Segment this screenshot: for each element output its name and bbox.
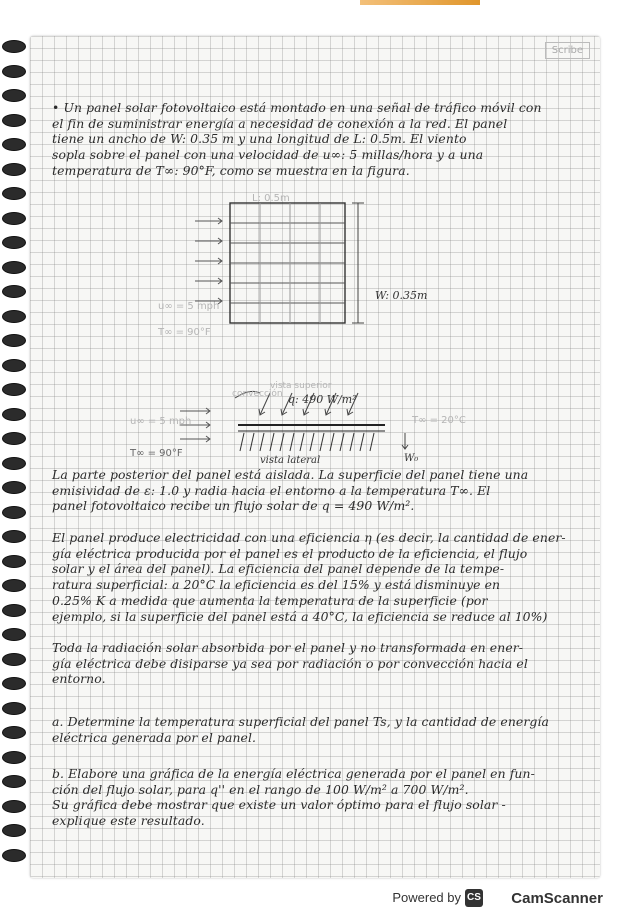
camscanner-brand: CamScanner bbox=[511, 890, 603, 907]
spiral-ring bbox=[2, 138, 26, 151]
label-wind-speed-top: u∞ = 5 mph bbox=[158, 301, 220, 312]
text-line: ción del flujo solar, para q'' en el rango de 100 W/m² a 700 W/m². bbox=[52, 781, 469, 797]
spiral-ring bbox=[2, 628, 26, 641]
spiral-ring bbox=[2, 457, 26, 470]
page-stamp: Scribe bbox=[545, 42, 590, 59]
text-line: explique este resultado. bbox=[52, 813, 205, 829]
text-line: panel fotovoltaico recibe un flujo solar de q = 490 W/m². bbox=[52, 498, 415, 514]
panel-cells bbox=[230, 203, 345, 323]
text-line: • Un panel solar fotovoltaico está montado en una señal de tráfico móvil con bbox=[52, 100, 542, 115]
spiral-ring bbox=[2, 481, 26, 494]
spiral-ring bbox=[2, 334, 26, 347]
w0-arrow bbox=[402, 433, 408, 449]
spiral-ring bbox=[2, 285, 26, 298]
pencil-edge bbox=[360, 0, 480, 5]
label-environment-temp: T∞ = 20°C bbox=[412, 415, 466, 426]
label-side-view: vista lateral bbox=[260, 455, 321, 466]
text-line: Su gráfica debe mostrar que existe un valor óptimo para el flujo solar - bbox=[52, 797, 506, 813]
spiral-ring bbox=[2, 383, 26, 396]
insulation-hatch bbox=[240, 433, 374, 451]
spiral-ring bbox=[2, 163, 26, 176]
spiral-ring bbox=[2, 40, 26, 53]
spiral-ring bbox=[2, 432, 26, 445]
label-convection: convección bbox=[232, 389, 283, 399]
label-ambient-temp-side: T∞ = 90°F bbox=[130, 448, 183, 459]
spiral-ring bbox=[2, 408, 26, 421]
spiral-ring bbox=[2, 653, 26, 666]
label-solar-flux: q: 490 W/m² bbox=[288, 393, 357, 406]
spiral-ring bbox=[2, 506, 26, 519]
text-line: solar y el área del panel). La eficiencia del panel depende de la tempe- bbox=[52, 561, 505, 577]
spiral-ring bbox=[2, 359, 26, 372]
text-line: Toda la radiación solar absorbida por el panel y no transformada en ener- bbox=[52, 640, 524, 655]
powered-by-text: Powered by bbox=[392, 890, 461, 905]
scanner-footer bbox=[0, 881, 623, 919]
spiral-ring bbox=[2, 114, 26, 127]
spiral-ring bbox=[2, 775, 26, 788]
label-width: W: 0.35m bbox=[375, 289, 428, 302]
spiral-ring bbox=[2, 751, 26, 764]
label-w0: W₀ bbox=[404, 453, 419, 464]
text-line: b. Elabore una gráfica de la energía eléctrica generada por el panel en fun- bbox=[52, 766, 535, 781]
text-line: ejemplo, si la superficie del panel está a 40°C, la eficiencia se reduce al 10%) bbox=[52, 608, 548, 624]
spiral-ring bbox=[2, 261, 26, 274]
spiral-ring bbox=[2, 726, 26, 739]
paragraph-efficiency bbox=[52, 530, 592, 624]
spiral-ring bbox=[2, 187, 26, 200]
spiral-ring bbox=[2, 212, 26, 225]
spiral-ring bbox=[2, 530, 26, 543]
label-length: L: 0.5m bbox=[252, 193, 290, 204]
text-line: La parte posterior del panel está aislada. La superficie del panel tiene una bbox=[52, 467, 529, 482]
question-a bbox=[52, 714, 592, 745]
notebook-spiral bbox=[0, 40, 28, 880]
text-line: El panel produce electricidad con una eficiencia η (es decir, la cantidad de ener- bbox=[52, 530, 566, 545]
spiral-ring bbox=[2, 89, 26, 102]
text-line: entorno. bbox=[52, 671, 106, 687]
problem-intro bbox=[52, 100, 592, 179]
spiral-ring bbox=[2, 310, 26, 323]
text-line: eléctrica generada por el panel. bbox=[52, 729, 257, 745]
spiral-ring bbox=[2, 604, 26, 617]
text-line: sopla sobre el panel con una velocidad de u∞: 5 millas/hora y a una bbox=[52, 147, 484, 163]
text-line: a. Determine la temperatura superficial del panel Ts, y la cantidad de energía bbox=[52, 714, 549, 729]
label-top-view: vista superior bbox=[270, 381, 332, 391]
text-line: emisividad de ε: 1.0 y radia hacia el entorno a la temperatura T∞. El bbox=[52, 482, 491, 498]
spiral-ring bbox=[2, 677, 26, 690]
camscanner-logo-icon: CS bbox=[465, 889, 483, 907]
spiral-ring bbox=[2, 824, 26, 837]
panel-diagram bbox=[130, 193, 470, 466]
label-ambient-temp-top: T∞ = 90°F bbox=[158, 327, 211, 338]
text-line: tiene un ancho de W: 0.35 m y una longitud de L: 0.5m. El viento bbox=[52, 131, 467, 147]
spiral-ring bbox=[2, 555, 26, 568]
spiral-ring bbox=[2, 236, 26, 249]
text-line: ratura superficial: a 20°C la eficiencia es del 15% y está disminuye en bbox=[52, 577, 501, 593]
notebook-page bbox=[30, 36, 600, 878]
text-line: gía eléctrica debe disiparse ya sea por radiación o por convección hacia el bbox=[52, 655, 528, 671]
text-line: 0.25% K a medida que aumenta la temperatura de la superficie (por bbox=[52, 592, 488, 608]
wind-arrows-top bbox=[195, 218, 222, 304]
spiral-ring bbox=[2, 65, 26, 78]
spiral-ring bbox=[2, 579, 26, 592]
spiral-ring bbox=[2, 702, 26, 715]
label-wind-speed-side: u∞ = 5 mph bbox=[130, 416, 192, 427]
spiral-ring bbox=[2, 849, 26, 862]
paragraph-dissipation bbox=[52, 640, 592, 687]
text-line: gía eléctrica producida por el panel es el producto de la eficiencia, el flujo bbox=[52, 545, 528, 561]
text-line: temperatura de T∞: 90°F, como se muestra en la figura. bbox=[52, 162, 410, 178]
text-line: el fin de suministrar energía a necesidad de conexión a la red. El panel bbox=[52, 115, 508, 131]
question-b bbox=[52, 766, 592, 829]
spiral-ring bbox=[2, 800, 26, 813]
paragraph-surface bbox=[52, 467, 592, 514]
